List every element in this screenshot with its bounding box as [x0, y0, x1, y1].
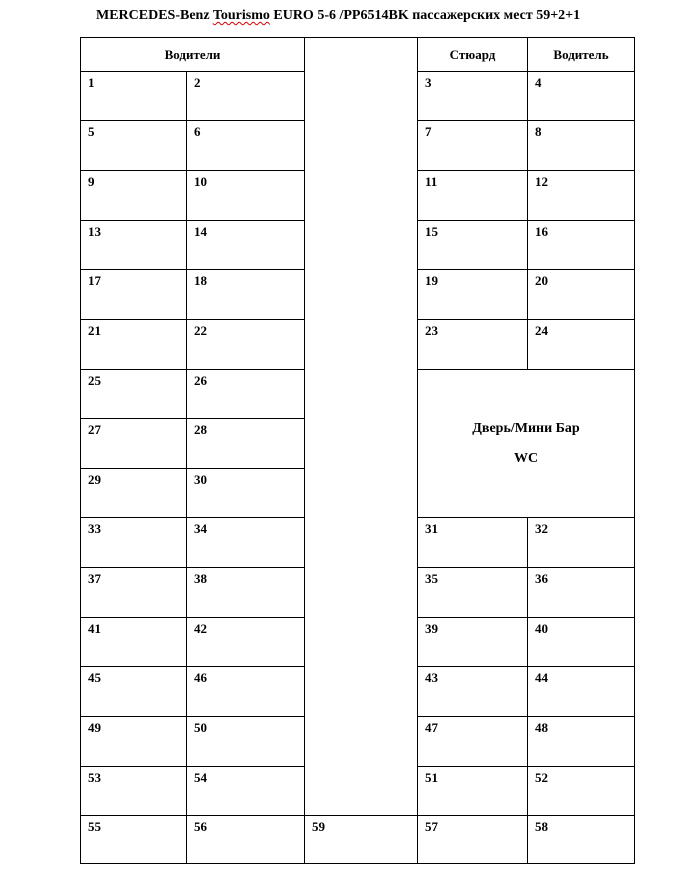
seat-10[interactable]: 10	[186, 170, 305, 221]
seat-23[interactable]: 23	[417, 319, 528, 370]
seat-11[interactable]: 11	[417, 170, 528, 221]
seat-56[interactable]: 56	[186, 815, 305, 864]
seat-37[interactable]: 37	[80, 567, 187, 618]
seat-17[interactable]: 17	[80, 269, 187, 320]
seat-41[interactable]: 41	[80, 617, 187, 667]
seat-3[interactable]: 3	[417, 71, 528, 121]
seat-31[interactable]: 31	[417, 517, 528, 568]
seat-25[interactable]: 25	[80, 369, 187, 419]
seat-15[interactable]: 15	[417, 220, 528, 270]
seat-48[interactable]: 48	[527, 716, 635, 767]
seat-20[interactable]: 20	[527, 269, 635, 320]
seat-26[interactable]: 26	[186, 369, 305, 419]
seat-34[interactable]: 34	[186, 517, 305, 568]
seat-39[interactable]: 39	[417, 617, 528, 667]
seat-2[interactable]: 2	[186, 71, 305, 121]
seat-5[interactable]: 5	[80, 120, 187, 171]
seat-30[interactable]: 30	[186, 468, 305, 518]
driver-header: Водитель	[527, 37, 635, 72]
seat-22[interactable]: 22	[186, 319, 305, 370]
seat-13[interactable]: 13	[80, 220, 187, 270]
aisle	[304, 37, 418, 816]
seat-57[interactable]: 57	[417, 815, 528, 864]
title-model: Tourismo	[212, 8, 270, 23]
seat-21[interactable]: 21	[80, 319, 187, 370]
seat-49[interactable]: 49	[80, 716, 187, 767]
seat-55[interactable]: 55	[80, 815, 187, 864]
seat-36[interactable]: 36	[527, 567, 635, 618]
seat-58[interactable]: 58	[527, 815, 635, 864]
seat-43[interactable]: 43	[417, 666, 528, 717]
seat-50[interactable]: 50	[186, 716, 305, 767]
seat-1[interactable]: 1	[80, 71, 187, 121]
title-prefix: MERCEDES-Benz	[96, 8, 213, 23]
wc-label: WC	[513, 450, 539, 466]
seat-19[interactable]: 19	[417, 269, 528, 320]
seat-12[interactable]: 12	[527, 170, 635, 221]
title-suffix: EURO 5-6 /PP6514BK пассажерских мест 59+2+1	[269, 8, 581, 23]
page-title	[96, 8, 580, 24]
seat-16[interactable]: 16	[527, 220, 635, 270]
seat-4[interactable]: 4	[527, 71, 635, 121]
seat-53[interactable]: 53	[80, 766, 187, 816]
seat-24[interactable]: 24	[527, 319, 635, 370]
seat-42[interactable]: 42	[186, 617, 305, 667]
seat-33[interactable]: 33	[80, 517, 187, 568]
seat-38[interactable]: 38	[186, 567, 305, 618]
seat-51[interactable]: 51	[417, 766, 528, 816]
seat-8[interactable]: 8	[527, 120, 635, 171]
seat-52[interactable]: 52	[527, 766, 635, 816]
seat-45[interactable]: 45	[80, 666, 187, 717]
door-minibar-label: Дверь/Мини Бар	[472, 420, 580, 436]
drivers-header: Водители	[80, 37, 305, 72]
seat-47[interactable]: 47	[417, 716, 528, 767]
seat-18[interactable]: 18	[186, 269, 305, 320]
seat-44[interactable]: 44	[527, 666, 635, 717]
steward-header: Стюард	[417, 37, 528, 72]
seat-46[interactable]: 46	[186, 666, 305, 717]
seat-29[interactable]: 29	[80, 468, 187, 518]
seat-9[interactable]: 9	[80, 170, 187, 221]
seat-14[interactable]: 14	[186, 220, 305, 270]
seat-6[interactable]: 6	[186, 120, 305, 171]
seat-27[interactable]: 27	[80, 418, 187, 469]
seat-35[interactable]: 35	[417, 567, 528, 618]
door-minibar-wc	[417, 369, 635, 518]
seat-59[interactable]: 59	[304, 815, 418, 864]
seat-28[interactable]: 28	[186, 418, 305, 469]
seat-54[interactable]: 54	[186, 766, 305, 816]
seat-40[interactable]: 40	[527, 617, 635, 667]
seat-32[interactable]: 32	[527, 517, 635, 568]
seat-7[interactable]: 7	[417, 120, 528, 171]
